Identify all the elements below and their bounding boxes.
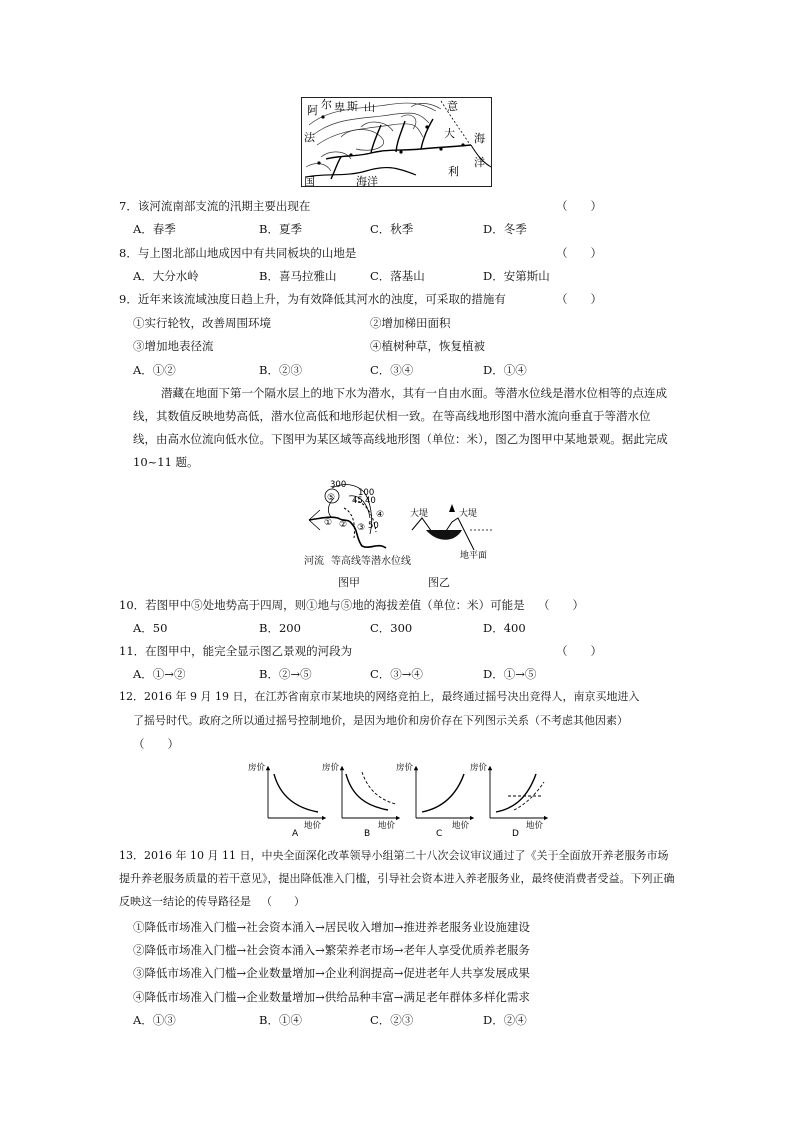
q13-stem [119,844,679,913]
graph-a-label: A [292,829,299,839]
yi-levee-left: 大堤 [410,509,429,519]
q9-item-4: ④植树种草，恢复植被 [370,339,485,353]
map-label-er: 尔 [321,98,332,111]
q8-option-d: D．安第斯山 [483,269,550,283]
q10-answer-bracket: （ ） [538,598,584,612]
q9-option-b: B．②③ [259,363,302,377]
q12-graphs-drawing [246,760,556,840]
jia-contour-300: 300 [330,480,347,490]
q10-option-c: C．300 [370,621,413,635]
q11-option-a: A．①→② [133,667,186,681]
figure-yi [404,500,494,560]
q10-option-d: D．400 [483,621,526,635]
jia-point-2: ② [339,520,348,530]
q7-option-c: C．秋季 [370,222,414,236]
graph-d-label: D [512,829,519,839]
graph-d-x: 地价 [526,821,544,831]
q11-option-c: C．③→④ [370,667,423,681]
jia-point-4: ④ [376,510,385,520]
map-label-yang: 洋 [474,156,485,169]
q13-item-2: ②降低市场准入门槛→社会资本涌入→繁荣养老市场→老年人享受优质养老服务 [133,943,530,957]
q12-stem-line1: 12．2016 年 9 月 19 日，在江苏省南京市某地块的网络竞拍上，最终通过摇号决出竞得人，南京买地进入 [119,690,640,703]
q13-option-b: B．①④ [259,1013,302,1027]
jia-point-3: ③ [357,523,366,533]
graph-b-x: 地价 [378,821,396,831]
q13-item-1: ①降低市场准入门槛→社会资本涌入→居民收入增加→推进养老服务业设施建设 [133,920,530,934]
graph-b-label: B [364,829,371,839]
q10-stem: 10．若图甲中⑤处地势高于四周，则①地与⑤地的海拔差值（单位：米）可能是 [119,598,525,612]
alps-river-map [301,97,492,187]
legend-river: 河流 [304,556,324,567]
q13-option-a: A．①③ [133,1013,176,1027]
graph-b-y: 房价 [322,763,340,773]
q9-option-a: A．①② [133,363,176,377]
legend-water-level: 等潜水位线 [361,556,411,567]
q13-stem-text: 13．2016 年 10 月 11 日，中央全面深化改革领导小组第二十八次会议审议通过了《关于全面放开养老服务市场提升养老服务质量的若干意见》，提出降低准入门槛，引导社会资本进入养老服务业，最终使消费者受益。下列正确反映这一结论的传导路径是 [119,849,675,908]
q13-option-d: D．②④ [483,1013,527,1027]
yi-ground-level: 地平面 [460,551,488,560]
q11-option-d: D．①→⑤ [483,667,537,681]
map-label-fa: 法 [304,131,315,144]
graph-c-x: 地价 [452,821,470,831]
graph-c-label: C [436,829,443,839]
graph-c-y: 房价 [396,763,414,773]
map-label-haiyang: 海洋 [356,175,378,187]
q13-item-4: ④降低市场准入门槛→企业数量增加→供给品种丰富→满足老年群体多样化需求 [133,990,530,1004]
q12-answer-bracket: （ ） [133,737,179,751]
q13-answer-bracket: （ ） [261,895,305,908]
map-label-guo: 国 [304,175,315,187]
q9-item-2: ②增加梯田面积 [370,316,451,330]
map-label-a: 阿 [307,104,318,117]
q9-item-3: ③增加地表径流 [133,339,214,353]
map-label-li: 利 [448,165,459,178]
q9-item-1: ①实行轮牧，改善周围环境 [133,316,271,330]
map-label-shan: 山 [364,101,375,114]
caption-jia: 图甲 [338,576,360,589]
jia-point-1: ① [324,518,333,528]
q12-graphs [246,760,556,840]
jia-level-50: 50 [368,521,379,531]
groundwater-passage: 潜藏在地面下第一个隔水层上的地下水为潜水，其有一自由水面。等潜水位线是潜水位相等的点连成线，其数值反映地势高低，潜水位高低和地形起伏相一致。在等高线地形图中潜水流向垂直于等潜水位线，由高水位流向低水位。下图甲为某区域等高线地形图（单位：米），图乙为图甲中某地景观。据此完成 10~11 题。 [133,386,668,469]
map-label-yi: 意 [447,100,458,113]
map-drawing [301,97,492,187]
q7-stem: 7．该河流南部支流的汛期主要出现在 [119,199,311,213]
q9-answer-bracket: （ ） [556,292,602,306]
q7-option-d: D．冬季 [483,222,527,236]
jia-contour-100: 100 [358,488,375,498]
map-label-si: 斯 [347,100,358,113]
q12-stem-line2: 了摇号时代。政府之所以通过摇号控制地价，是因为地价和房价存在下列图示关系（不考虑其他因素） [133,714,628,727]
q11-option-b: B．②→⑤ [259,667,312,681]
graph-d-y: 房价 [470,763,488,773]
legend-contour: 等高线 [331,556,361,567]
q8-stem: 8．与上图北部山地成因中有共同板块的山地是 [119,246,357,260]
q8-option-a: A．大分水岭 [133,269,199,283]
jia-level-45: 45 [352,496,363,506]
map-label-bei: 卑 [334,101,345,114]
q9-option-c: C．③④ [370,363,414,377]
q10-option-a: A．50 [133,621,168,635]
map-label-hai: 海 [474,132,485,145]
graph-a-y: 房价 [248,763,266,773]
q8-option-b: B．喜马拉雅山 [259,269,337,283]
q9-stem: 9．近年来该流域浊度日趋上升，为有效降低其河水的浊度，可采取的措施有 [119,292,506,306]
q9-option-d: D．①④ [483,363,527,377]
yi-levee-right: 大堤 [459,509,478,519]
caption-yi: 图乙 [428,576,450,589]
q11-answer-bracket: （ ） [556,644,602,658]
jia-level-40: 40 [365,496,376,506]
q7-answer-bracket: （ ） [556,199,602,213]
q7-option-b: B．夏季 [259,222,302,236]
q13-option-c: C．②③ [370,1013,414,1027]
q8-answer-bracket: （ ） [556,246,602,260]
map-label-da: 大 [444,127,455,140]
q10-option-b: B．200 [259,621,301,635]
q8-option-c: C．落基山 [370,269,425,283]
graph-a-x: 地价 [304,821,322,831]
q11-stem: 11．在图甲中，能完全显示图乙景观的河段为 [119,644,353,658]
q13-item-3: ③降低市场准入门槛→企业数量增加→企业利润提高→促进老年人共享发展成果 [133,966,530,980]
jia-point-5: ⑤ [327,493,336,503]
q7-option-a: A．春季 [133,222,176,236]
figure-yi-drawing [404,500,494,560]
